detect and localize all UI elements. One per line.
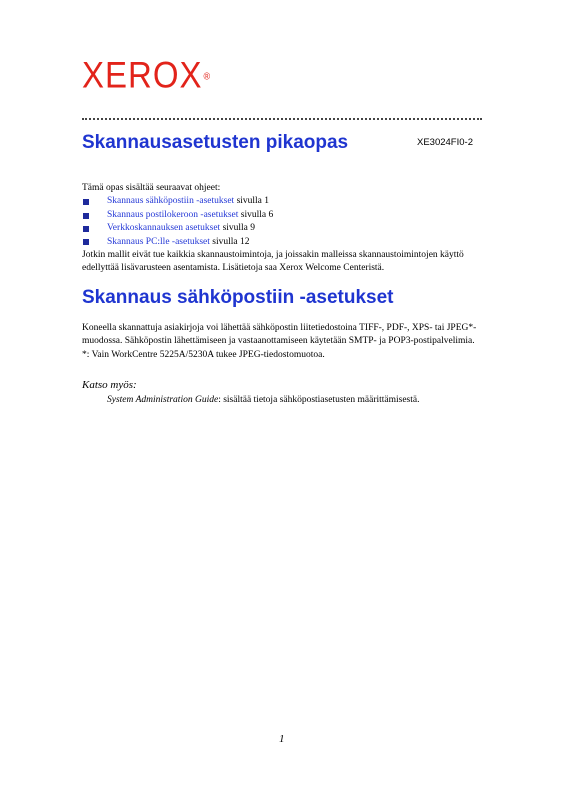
intro-note: Jotkin mallit eivät tue kaikkia skannaustoimintoja, ja joissakin malleissa skannaustoimintojen käyttö edellyttää lisävarusteen asentamista. Lisätietoja saa Xerox Welcome Centeristä. <box>82 250 464 274</box>
intro-block <box>82 182 482 276</box>
square-bullet-icon <box>83 239 89 245</box>
page-title: Skannausasetusten pikaopas <box>82 132 349 153</box>
list-item <box>82 209 482 222</box>
page-number: 1 <box>279 733 285 745</box>
list-item <box>82 222 482 235</box>
intro-lead: Tämä opas sisältää seuraavat ohjeet: <box>82 183 221 193</box>
see-also-title: System Administration Guide <box>107 395 219 405</box>
list-item <box>82 236 482 249</box>
list-item <box>82 195 482 208</box>
page-ref: sivulla 9 <box>220 223 256 234</box>
logo-text: XEROX <box>82 53 203 96</box>
link-scan-to-pc[interactable]: Skannaus PC:lle -asetukset <box>107 236 210 247</box>
xerox-logo <box>82 53 212 96</box>
square-bullet-icon <box>83 213 89 219</box>
square-bullet-icon <box>83 226 89 232</box>
page-ref: sivulla 12 <box>209 236 250 247</box>
square-bullet-icon <box>83 199 89 205</box>
dotted-divider <box>82 118 482 120</box>
section-footnote: *: Vain WorkCentre 5225A/5230A tukee JPEG-tiedostomuotoa. <box>82 349 325 360</box>
page-ref: sivulla 1 <box>234 196 270 207</box>
see-also-label: Katso myös: <box>82 379 137 391</box>
link-scan-to-mailbox[interactable]: Skannaus postilokeroon -asetukset <box>107 209 239 220</box>
document-code: XE3024FI0-2 <box>417 137 473 148</box>
link-network-scanning[interactable]: Verkkoskannauksen asetukset <box>107 223 221 234</box>
page-ref: sivulla 6 <box>238 209 274 220</box>
registered-mark: ® <box>203 70 212 82</box>
link-scan-to-email[interactable]: Skannaus sähköpostiin -asetukset <box>107 196 235 207</box>
contents-list <box>82 195 482 249</box>
see-also-text: : sisältää tietoja sähköpostiasetusten määrittämisestä. <box>218 395 420 405</box>
section-body <box>82 322 484 362</box>
see-also-reference <box>107 395 487 405</box>
section-paragraph: Koneella skannattuja asiakirjoja voi lähettää sähköpostin liitetiedostoina TIFF-, PDF-, XPS- tai JPEG*-muodossa. Sähköpostin lähettämiseen ja vastaanottamiseen käytetään SMTP- ja POP3-postipalvelimia. <box>82 323 477 347</box>
section-heading: Skannaus sähköpostiin -asetukset <box>82 287 394 308</box>
